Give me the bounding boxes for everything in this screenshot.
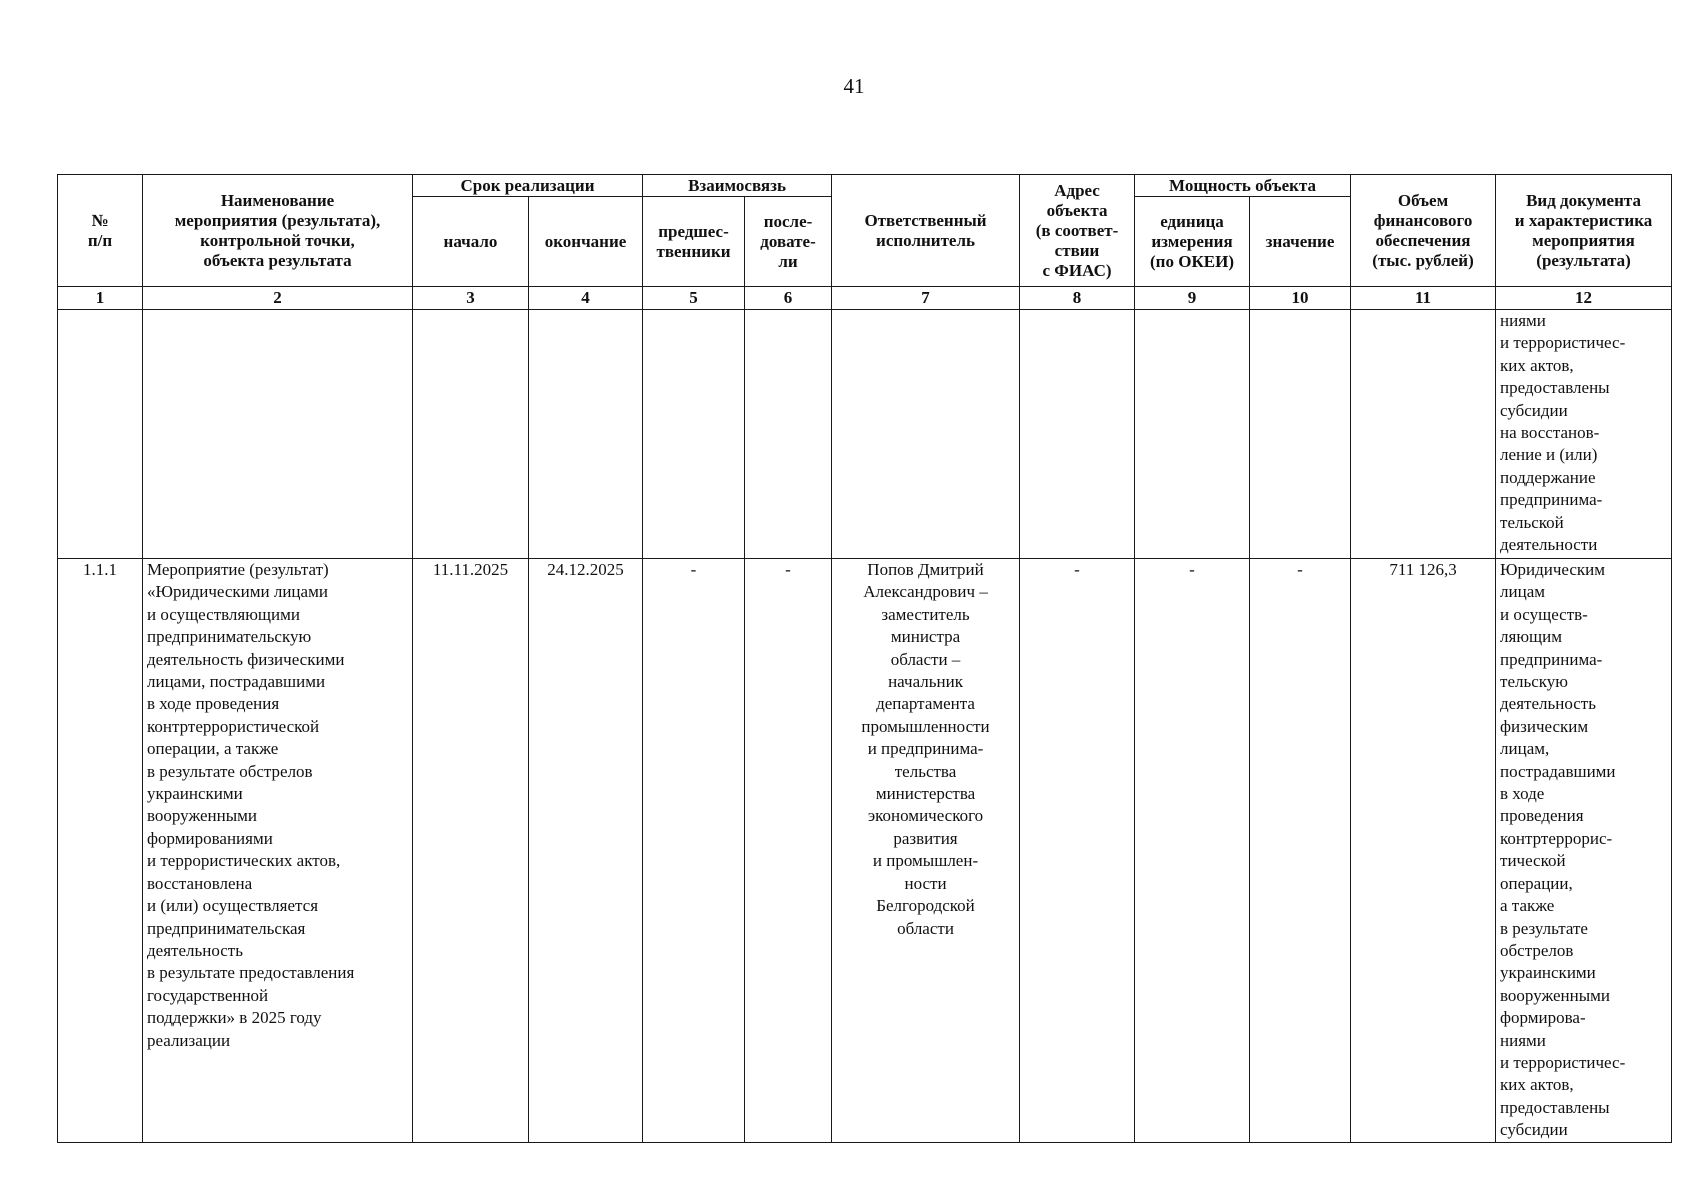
column-number: 12 — [1496, 287, 1672, 310]
cell-value: - — [1250, 559, 1351, 1143]
header-doc-type: Вид документа и характеристика мероприятия (результата) — [1496, 175, 1672, 287]
column-number: 7 — [832, 287, 1020, 310]
header-num: № п/п — [58, 175, 143, 287]
column-number: 10 — [1250, 287, 1351, 310]
header-address: Адрес объекта (в соответ- ствии с ФИАС) — [1020, 175, 1135, 287]
table-row-continuation — [58, 310, 1672, 559]
column-number-row — [58, 287, 1672, 310]
column-number: 9 — [1135, 287, 1250, 310]
header-name: Наименование мероприятия (результата), контрольной точки, объекта результата — [143, 175, 413, 287]
column-number: 5 — [643, 287, 745, 310]
cell-predecessors: - — [643, 559, 745, 1143]
column-number: 1 — [58, 287, 143, 310]
cell-funding: 711 126,3 — [1351, 559, 1496, 1143]
cell-responsible — [832, 310, 1020, 559]
cell-value — [1250, 310, 1351, 559]
column-number: 8 — [1020, 287, 1135, 310]
cell-funding — [1351, 310, 1496, 559]
cell-end: 24.12.2025 — [529, 559, 643, 1143]
cell-end — [529, 310, 643, 559]
cell-start: 11.11.2025 — [413, 559, 529, 1143]
header-end: окончание — [529, 197, 643, 287]
cell-responsible: Попов Дмитрий Александрович – заместитель министра области – начальник департамента промышленности и предпринима- тельства министерства экономического развития и промышлен- ности Белгородской области — [832, 559, 1020, 1143]
table-row-1-1-1 — [58, 559, 1672, 1143]
header-funding: Объем финансового обеспечения (тыс. рублей) — [1351, 175, 1496, 287]
cell-name — [143, 310, 413, 559]
column-number: 11 — [1351, 287, 1496, 310]
header-successors: после- довате- ли — [745, 197, 832, 287]
cell-num: 1.1.1 — [58, 559, 143, 1143]
cell-start — [413, 310, 529, 559]
cell-unit — [1135, 310, 1250, 559]
cell-successors — [745, 310, 832, 559]
cell-num — [58, 310, 143, 559]
header-value: значение — [1250, 197, 1351, 287]
cell-predecessors — [643, 310, 745, 559]
header-responsible: Ответственный исполнитель — [832, 175, 1020, 287]
events-table — [57, 174, 1672, 1143]
column-number: 3 — [413, 287, 529, 310]
cell-unit: - — [1135, 559, 1250, 1143]
header-start: начало — [413, 197, 529, 287]
header-unit: единица измерения (по ОКЕИ) — [1135, 197, 1250, 287]
header-row-top — [58, 175, 1672, 197]
cell-address: - — [1020, 559, 1135, 1143]
header-capacity: Мощность объекта — [1135, 175, 1351, 197]
header-predecessors: предшес- твенники — [643, 197, 745, 287]
cell-doc-type: ниями и террористичес- ких актов, предоставлены субсидии на восстанов- ление и (или) поддержание предпринима- тельской деятельности — [1496, 310, 1672, 559]
page-number: 41 — [843, 74, 865, 98]
column-number: 2 — [143, 287, 413, 310]
header-link: Взаимосвязь — [643, 175, 832, 197]
header-period: Срок реализации — [413, 175, 643, 197]
cell-doc-type: Юридическим лицам и осуществ- ляющим предпринима- тельскую деятельность физическим лицам, пострадавшими в ходе проведения контртеррорис- тической операции, а также в результате обстрелов украинскими вооруженными формирова- ниями и террористичес- ких актов, предоставлены субсидии — [1496, 559, 1672, 1143]
cell-successors: - — [745, 559, 832, 1143]
column-number: 4 — [529, 287, 643, 310]
column-number: 6 — [745, 287, 832, 310]
cell-address — [1020, 310, 1135, 559]
cell-name: Мероприятие (результат) «Юридическими лицами и осуществляющими предпринимательскую деятельность физическими лицами, пострадавшими в ходе проведения контртеррористической операции, а также в результате обстрелов украинскими вооруженными формированиями и террористических актов, восстановлена и (или) осуществляется предпринимательская деятельность в результате предоставления государственной поддержки» в 2025 году реализации — [143, 559, 413, 1143]
